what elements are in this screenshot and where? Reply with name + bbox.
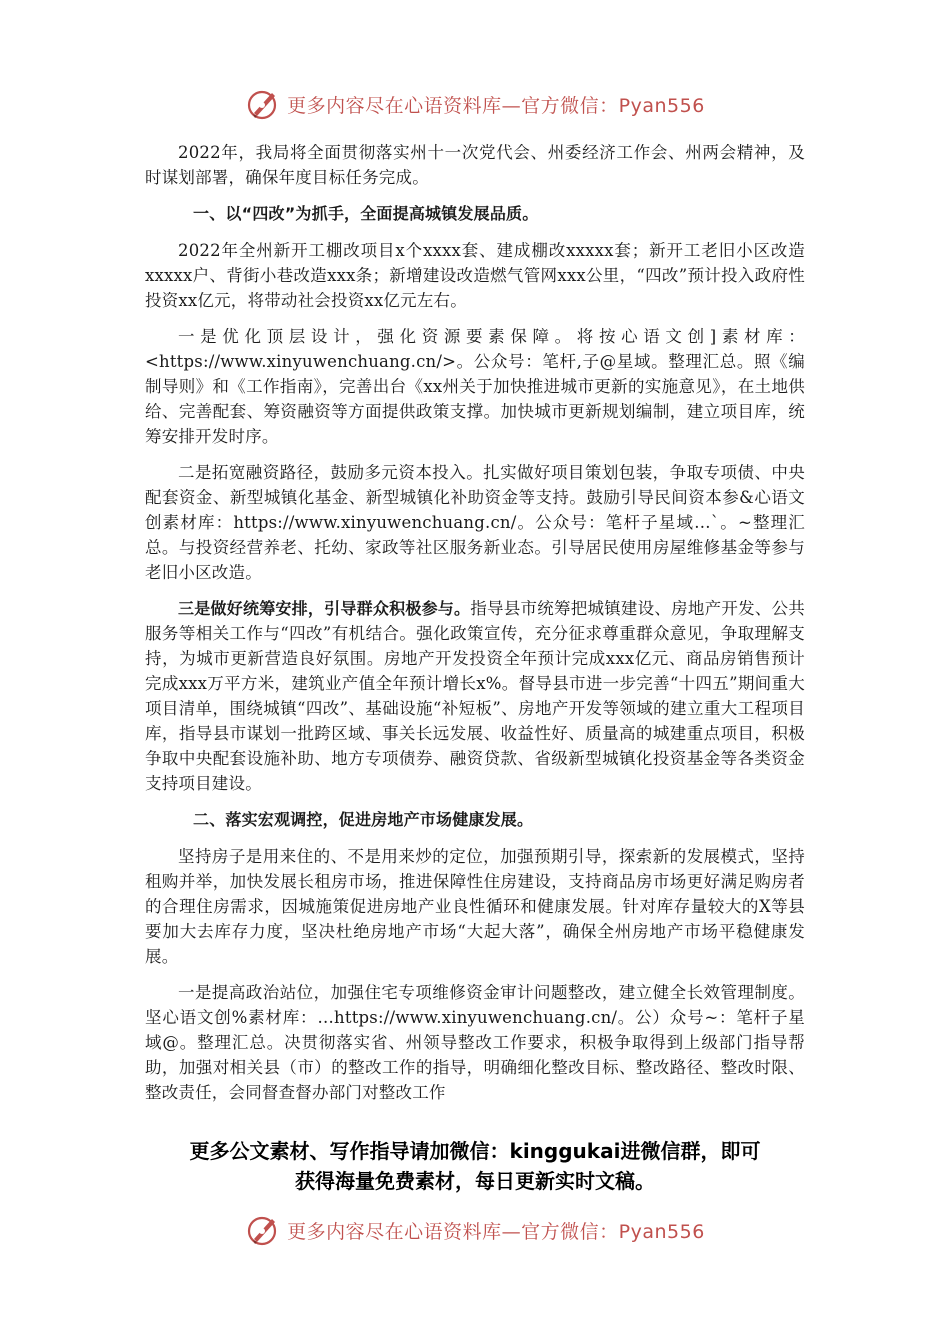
watermark-wechat: Pyan556	[618, 94, 705, 117]
section-heading-2: 二、落实宏观调控，促进房地产市场健康发展。	[193, 810, 534, 829]
paragraph-market: 坚持房子是用来住的、不是用来炒的定位，加强预期引导，探索新的发展模式，坚持租购并举，加快发展长租房市场，推进保障性住房建设，支持商品房市场更好满足购房者的合理住房需求，因城施策促进房地产业良性循环和健康发展。针对库存量较大的X等县要加大去库存力度，坚决杜绝房地产市场“大起大落”，确保全州房地产市场平稳健康发展。	[145, 847, 805, 966]
promo-notice	[120, 1136, 830, 1196]
paragraph-rectification: 一是提高政治站位，加强住宅专项维修资金审计问题整改，建立健全长效管理制度。坚心语文创%素材库：…https://www.xinyuwenchuang.cn/。公）众号~：笔杆子星域@。整理汇总。决贯彻落实省、州领导整改工作要求，积极争取得到上级部门指导帮助，加强对相关县（市）的整改工作的指导，明确细化整改目标、整改路径、整改时限、整改责任，会同督查督办部门对整改工作	[145, 983, 805, 1102]
section-heading-1: 一、以“四改”为抓手，全面提高城镇发展品质。	[193, 204, 539, 223]
paragraph-financing: 二是拓宽融资路径，鼓励多元资本投入。扎实做好项目策划包装，争取专项债、中央配套资金、新型城镇化基金、新型城镇化补助资金等支持。鼓励引导民间资本参&心语文创素材库：https://www.xinyuwenchuang.cn/。公众号：笔杆子星域…`。~整理汇总。与投资经营养老、托幼、家政等社区服务新业态。引导居民使用房屋维修基金等参与老旧小区改造。	[145, 463, 805, 582]
paragraph-coordination-lead: 三是做好统筹安排，引导群众积极参与。	[178, 599, 471, 618]
document-body	[145, 140, 805, 1105]
watermark-wechat: Pyan556	[618, 1220, 705, 1243]
promo-line-1: 更多公文素材、写作指导请加微信：kinggukai进微信群，即可	[189, 1139, 761, 1163]
paragraph-intro: 2022年，我局将全面贯彻落实州十一次党代会、州委经济工作会、州两会精神，及时谋划部署，确保年度目标任务完成。	[145, 143, 805, 187]
watermark-banner-top	[0, 84, 950, 124]
pen-logo-icon	[245, 86, 281, 122]
watermark-banner-bottom	[0, 1210, 950, 1250]
paragraph-targets: 2022年全州新开工棚改项目x个xxxx套、建成棚改xxxxx套；新开工老旧小区改造xxxxx户、背街小巷改造xxx条；新增建设改造燃气管网xxx公里，“四改”预计投入政府性投资xx亿元，将带动社会投资xx亿元左右。	[145, 241, 805, 310]
pen-logo-icon	[245, 1212, 281, 1248]
paragraph-coordination-body: 指导县市统筹把城镇建设、房地产开发、公共服务等相关工作与“四改”有机结合。强化政策宣传，充分征求尊重群众意见，争取理解支持，为城市更新营造良好氛围。房地产开发投资全年预计完成xxx亿元、商品房销售预计完成xxx万平方米，建筑业产值全年预计增长x%。督导县市进一步完善“十四五”期间重大项目清单，围绕城镇“四改”、基础设施“补短板”、房地产开发等领域的建立重大工程项目库，指导县市谋划一批跨区域、事关长远发展、收益性好、质量高的城建重点项目，积极争取中央配套设施补助、地方专项债券、融资贷款、省级新型城镇化投资基金等各类资金支持项目建设。	[145, 599, 805, 793]
watermark-text: 更多内容尽在心语资料库—官方微信：Pyan556	[287, 94, 705, 117]
paragraph-design: 一是优化顶层设计，强化资源要素保障。将按心语文创]素材库：<https://www.xinyuwenchuang.cn/>。公众号：笔杆,子@星域。整理汇总。照《编制导则》和《工作指南》，完善出台《xx州关于加快推进城市更新的实施意见》，在土地供给、完善配套、筹资融资等方面提供政策支撑。加快城市更新规划编制，建立项目库，统筹安排开发时序。	[145, 327, 805, 446]
paragraph-coordination	[145, 596, 805, 796]
promo-line-2: 获得海量免费素材，每日更新实时文稿。	[295, 1169, 655, 1193]
watermark-text: 更多内容尽在心语资料库—官方微信：Pyan556	[287, 1220, 705, 1243]
